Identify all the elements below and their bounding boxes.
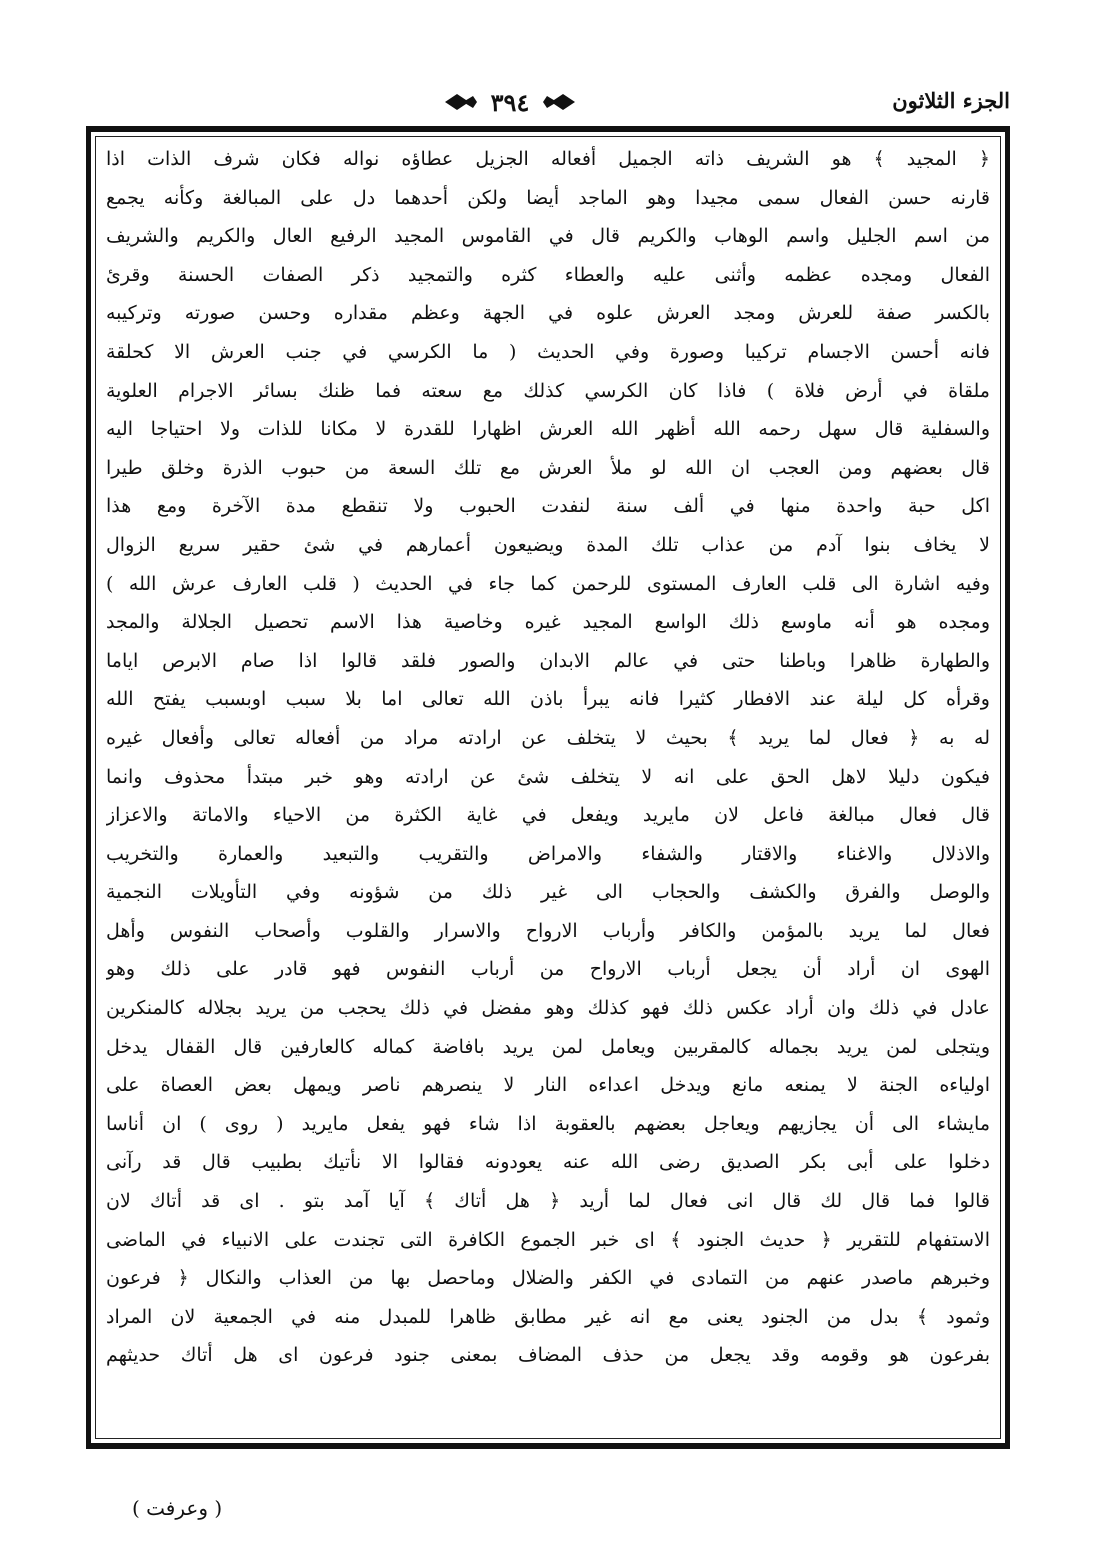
text-line: لا يخاف بنوا آدم من عذاب تلك المدة ويضيعون أعمارهم في شئ حقير سريع الزوال	[106, 533, 990, 556]
text-line: قال بعضهم ومن العجب ان الله لو ملأ العرش مع تلك السعة من حبوب الذرة وخلق طيرا	[106, 456, 990, 479]
text-line: قال فعال مبالغة فاعل لان مايريد ويفعل في غاية الكثرة من الاحياء والاماتة والاعزاز	[106, 804, 990, 827]
text-line: الهوى ان أراد أن يجعل أرباب الارواح من أرباب النفوس فهو قادر على ذلك وهو	[106, 958, 990, 981]
text-line: من اسم الجليل واسم الوهاب والكريم قال في القاموس المجيد الرفيع العال والكريم والشريف	[106, 225, 990, 248]
text-line: الاستفهام للتقرير ﴿ حديث الجنود ﴾ اى خبر الجموع الكافرة التى تجندت على الانبياء في الماضى	[106, 1228, 990, 1251]
text-line: اكل حبة واحدة منها في ألف سنة لنفدت الحبوب ولا تنقطع مدة الآخرة ومع هذا	[106, 495, 990, 518]
text-line: مايشاء الى أن يجازيهم ويعاجل بعضهم بالعقوبة اذا شاء فهو يفعل مايريد ( روى ) ان أناسا	[106, 1112, 990, 1135]
frame-left-rule	[86, 126, 91, 1449]
text-line: قالوا فما قال لك قال انى فعال لما أريد ﴿ هل أتاك ﴾ آيا آمد بتو . اى قد أتاك لان	[106, 1190, 990, 1213]
text-line: ﴿ المجيد ﴾ هو الشريف ذاته الجميل أفعاله الجزيل عطاؤه نواله فكان شرف الذات اذا	[106, 148, 990, 170]
frame-top-rule	[86, 126, 1010, 132]
body-text	[106, 140, 990, 1375]
text-line: ملقاة في أرض فلاة ) فاذا كان الكرسي كذلك مع سعته فما ظنك بسائر الاجرام العلوية	[106, 379, 990, 402]
text-line: ويتجلى لمن يريد بجماله كالمقربين ويعامل لمن يريد بافاضة كماله كالعارفين قال القفال يدخل	[106, 1035, 990, 1058]
page-number: ٣٩٤	[490, 87, 530, 117]
text-line: والطهارة ظاهرا وباطنا حتى في عالم الابدان والصور فلقد قالوا اذا صام الابرص اياما	[106, 649, 990, 672]
text-line: وقرأه كل ليلة عند الافطار كثيرا فانه يبرأ باذن الله تعالى اما بلا سبب اوبسبب يفتح الله	[106, 688, 990, 711]
text-line: وخبرهم ماصدر عنهم من التمادى في الكفر والضلال وماحصل بها من العذاب والنكال ﴿ فرعون	[106, 1267, 990, 1290]
text-line: وفيه اشارة الى قلب العارف المستوى للرحمن كما جاء في الحديث ( قلب العارف عرش الله )	[106, 572, 990, 595]
frame-bottom-rule	[86, 1443, 1010, 1449]
page-header	[90, 82, 1010, 122]
frame-right-rule	[1005, 126, 1010, 1449]
text-line: بالكسر صفة للعرش ومجد العرش علوه في الجهة وعظم مقداره وحسن صورته وتركيبه	[106, 302, 990, 325]
text-line: عادل في ذلك وان أراد عكس ذلك فهو كذلك وهو مفضل في ذلك يحجب من يريد بجلاله كالمنكرين	[106, 997, 990, 1020]
page-number-block	[400, 86, 620, 118]
text-line: والسفلية قال سهل رحمه الله أظهر الله العرش اظهارا للقدرة لا مكانا للذات ولا احتياجا اليه	[106, 418, 990, 441]
text-line: قارنه حسن الفعال سمى مجيدا وهو الماجد أيضا ولكن أحدهما دل على المبالغة وكأنه يجمع	[106, 186, 990, 209]
text-line: دخلوا على أبى بكر الصديق رضى الله عنه يعودونه فقالوا الا نأتيك بطبيب قال قد رآنى	[106, 1151, 990, 1174]
part-title: الجزء الثلاثون	[892, 88, 1010, 113]
text-line: والاذلال والاغناء والاقتار والشفاء والامراض والتقريب والتبعيد والعمارة والتخريب	[106, 842, 990, 865]
text-line: ومجده هو أنه ماوسع ذلك الواسع المجيد غيره وخاصية هذا الاسم تحصيل الجلالة والمجد	[106, 611, 990, 634]
text-line: فعال لما يريد بالمؤمن والكافر وأرباب الارواح والاسرار والقلوب وأصحاب النفوس وأهل	[106, 919, 990, 942]
text-line: الفعال ومجده عظمه وأثنى عليه والعطاء كثره والتمجيد ذكر الصفات الحسنة وقرئ	[106, 263, 990, 286]
text-line: وثمود ﴾ بدل من الجنود يعنى مع انه غير مطابق ظاهرا للمبدل منه في الجمعية لان المراد	[106, 1305, 990, 1328]
text-line: فانه أحسن الاجسام تركيبا وصورة وفي الحديث ( ما الكرسي في جنب العرش الا كحلقة	[106, 340, 990, 363]
right-ornament-icon	[541, 90, 577, 114]
text-line: بفرعون هو وقومه وقد يجعل من حذف المضاف بمعنى جنود فرعون اى هل أتاك حديثهم	[106, 1344, 990, 1367]
catchword: ( وعرفت )	[132, 1496, 223, 1520]
text-line: له به ﴿ فعال لما يريد ﴾ بحيث لا يتخلف عن ارادته مراد من أفعاله تعالى وأفعال غيره	[106, 726, 990, 749]
text-line: والوصل والفرق والكشف والحجاب الى غير ذلك من شؤونه وفي التأويلات النجمية	[106, 881, 990, 904]
text-line: فيكون دليلا لاهل الحق على انه لا يتخلف شئ عن ارادته وهو خبر مبتدأ محذوف وانما	[106, 765, 990, 788]
left-ornament-icon	[443, 90, 479, 114]
text-line: اولياءه الجنة لا يمنعه مانع ويدخل اعداءه النار لا ينصرهم ناصر ويمهل بعض العصاة على	[106, 1074, 990, 1097]
